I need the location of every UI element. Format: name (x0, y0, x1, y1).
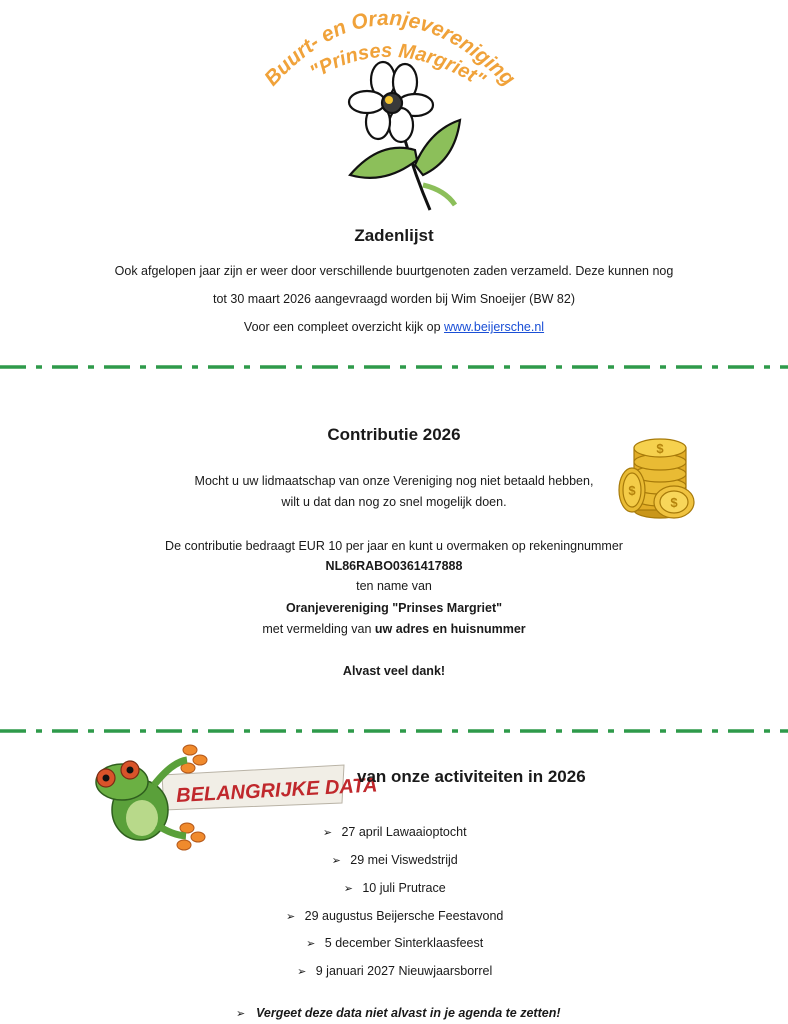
arrow-bullet-icon: ➢ (236, 1008, 246, 1020)
logo-line2: "Prinses Margriet" (306, 39, 489, 92)
data-title: van onze activiteiten in 2026 (357, 767, 586, 786)
contributie-line3: De contributie bedraagt EUR 10 per jaar en kunt u overmaken op rekeningnummer (165, 539, 623, 553)
svg-text:$: $ (670, 495, 678, 510)
logo-graphic (255, 0, 525, 215)
thanks: Alvast veel dank! (342, 664, 446, 678)
section-divider (0, 364, 788, 368)
logo-line1: Buurt- en Oranjevereniging (260, 6, 520, 91)
website-link[interactable]: www.beijersche.nl (444, 320, 545, 334)
arrow-bullet-icon: ➢ (322, 827, 333, 839)
logo (255, 0, 525, 215)
vermelding-bold: uw adres en huisnummer (374, 622, 526, 636)
svg-text:$: $ (628, 483, 636, 498)
contributie-line1: Mocht u uw lidmaatschap van onze Vereniging nog niet betaald hebben, (194, 474, 594, 488)
daisy-flower-icon (349, 62, 460, 210)
arrow-bullet-icon: ➢ (286, 911, 296, 923)
arrow-bullet-icon: ➢ (306, 938, 316, 950)
zaden-line3-prefix: Voor een compleet overzicht kijk op (243, 320, 445, 334)
reminder-text: Vergeet deze data niet alvast in je agenda te zetten! (256, 1006, 561, 1020)
arrow-bullet-icon: ➢ (343, 883, 353, 895)
reminder (236, 1004, 656, 1022)
iban: NL86RABO0361417888 (325, 559, 463, 573)
activity-list-item-2: ➢ 29 mei Viswedstrijd (331, 853, 458, 867)
arrow-bullet-icon: ➢ (297, 966, 307, 978)
contributie-line2: wilt u dat dan nog zo snel mogelijk doen. (281, 495, 507, 509)
zaden-line1: Ook afgelopen jaar zijn er weer door verschillende buurtgenoten zaden verzameld. Deze kunnen nog (114, 264, 674, 278)
zaden-line2: tot 30 maart 2026 aangevraagd worden bij Wim Snoeijer (BW 82) (213, 292, 575, 306)
activity-list-item-1: ➢ 27 april Lawaaioptocht (322, 825, 467, 839)
arrow-bullet-icon: ➢ (331, 855, 341, 867)
contributie-title: Contributie 2026 (327, 425, 461, 444)
banner-text: BELANGRIJKE DATA (175, 774, 378, 807)
vermelding-prefix: met vermelding van (262, 622, 375, 636)
activity-list-item-6: ➢ 9 januari 2027 Nieuwjaarsborrel (297, 964, 493, 978)
activity-list-item-5: ➢ 5 december Sinterklaasfeest (306, 936, 484, 950)
vermelding-line (0, 622, 788, 637)
zaden-title: Zadenlijst (354, 226, 434, 245)
activity-list-item-3: ➢ 10 juli Prutrace (343, 881, 446, 895)
svg-text:$: $ (656, 441, 664, 456)
ten-name-van: ten name van (356, 579, 432, 593)
zaden-line3 (0, 320, 788, 335)
activity-list-item-4: ➢ 29 augustus Beijersche Feestavond (286, 909, 504, 923)
account-holder: Oranjevereniging "Prinses Margriet" (285, 601, 503, 615)
section-divider-2 (0, 728, 788, 732)
